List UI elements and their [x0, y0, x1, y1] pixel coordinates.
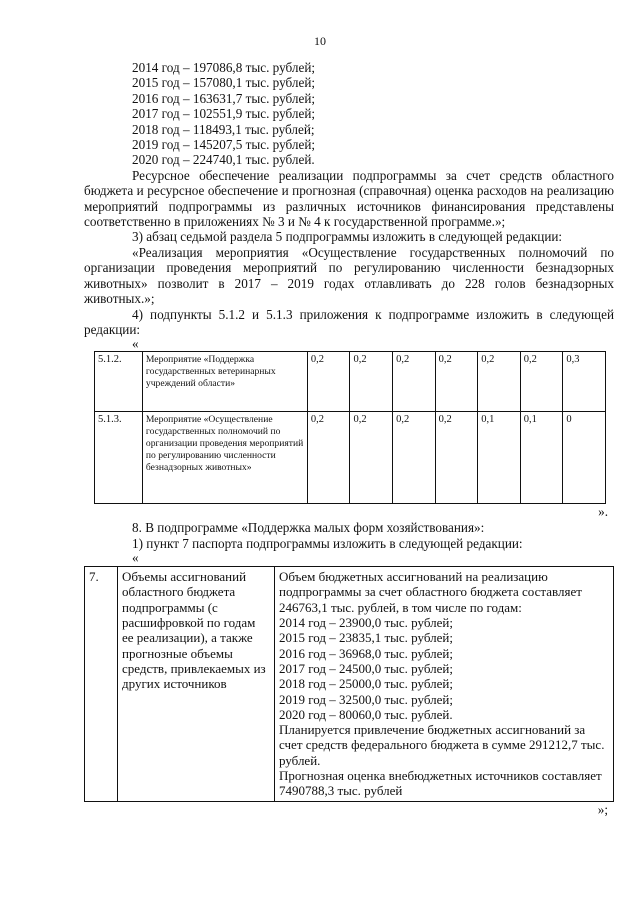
table-row: [85, 567, 614, 801]
year-line: 2014 год – 197086,8 тыс. рублей;: [132, 60, 316, 75]
row-number: 5.1.3.: [95, 412, 143, 504]
year-line: 2015 год – 157080,1 тыс. рублей;: [132, 75, 316, 91]
open-quote: «: [132, 336, 139, 352]
value-cell: 0,2: [393, 352, 436, 412]
year-line: 2020 год – 80060,0 тыс. рублей.: [279, 706, 453, 722]
open-quote: «: [132, 550, 139, 566]
year-line: 2015 год – 23835,1 тыс. рублей;: [279, 630, 453, 646]
forecast-note: Прогнозная оценка внебюджетных источников составляет 7490788,3 тыс. рублей: [279, 767, 602, 799]
years-list-1: [84, 60, 614, 168]
close-quote-2: »;: [597, 801, 608, 817]
page-number: 10: [314, 34, 326, 48]
value-cell: 0,2: [350, 352, 393, 412]
item-label: Объемы ассигнований областного бюджета подпрограммы (с расшифровкой по годам ее реализации), а также прогнозные объемы средств, привлекаемых из других источников: [118, 567, 275, 801]
row-name: Мероприятие «Осуществление государственных полномочий по организации проведения мероприятий по регулированию численности безнадзорных животных»: [142, 412, 307, 504]
year-line: 2017 год – 24500,0 тыс. рублей;: [279, 660, 453, 676]
year-line: 2019 год – 145207,5 тыс. рублей;: [132, 137, 316, 153]
item-content: [275, 567, 614, 801]
value-cell: 0,2: [520, 352, 563, 412]
value-cell: 0,2: [478, 352, 521, 412]
table-row: [95, 352, 606, 412]
paragraph-item-4: 4) подпункты 5.1.2 и 5.1.3 приложения к подпрограмме изложить в следующей редакции:: [84, 306, 614, 337]
document-body: [84, 60, 614, 818]
row-number: 5.1.2.: [95, 352, 143, 412]
year-line: 2017 год – 102551,9 тыс. рублей;: [132, 106, 316, 122]
paragraph-quote: «Реализация мероприятия «Осуществление государственных полномочий по организации проведения мероприятий по регулированию численности безнадзорных животных» позволит в 2017 – 2019 годах отлавливать до 228 голов безнадзорных животных.»;: [84, 244, 614, 307]
value-cell: 0,2: [350, 412, 393, 504]
passport-table: [84, 566, 614, 801]
year-line: 2014 год – 23900,0 тыс. рублей;: [279, 615, 453, 631]
year-line: 2018 год – 118493,1 тыс. рублей;: [132, 121, 315, 137]
year-line: 2019 год – 32500,0 тыс. рублей;: [279, 691, 453, 707]
close-quote-1: ».: [598, 504, 608, 520]
table-row: [95, 412, 606, 504]
paragraph-resources: Ресурсное обеспечение реализации подпрограммы за счет средств областного бюджета и ресурсное обеспечение и прогнозная (справочная) оценка расходов на реализацию мероприятий подпрограммы из различных источников финансирования представлены соответственно в приложениях № 3 и № 4 к государственной программе.»;: [84, 167, 614, 230]
federal-note: Планируется привлечение бюджетных ассигнований за счет средств федерального бюджета в сумме 291212,7 тыс. рублей.: [279, 722, 605, 768]
value-cell: 0,1: [520, 412, 563, 504]
value-cell: 0,1: [478, 412, 521, 504]
value-cell: 0,2: [393, 412, 436, 504]
value-cell: 0: [563, 412, 606, 504]
year-line: 2020 год – 224740,1 тыс. рублей.: [132, 152, 315, 168]
value-cell: 0,2: [307, 352, 350, 412]
paragraph-item-3: 3) абзац седьмой раздела 5 подпрограммы изложить в следующей редакции:: [132, 229, 563, 245]
value-cell: 0,2: [435, 412, 478, 504]
subitems-table: [94, 351, 606, 504]
year-line: 2016 год – 163631,7 тыс. рублей;: [132, 90, 316, 106]
value-cell: 0,3: [563, 352, 606, 412]
budget-intro: Объем бюджетных ассигнований на реализацию подпрограммы за счет областного бюджета составляет 246763,1 тыс. рублей, в том числе по годам:: [279, 569, 582, 615]
value-cell: 0,2: [435, 352, 478, 412]
year-line: 2018 год – 25000,0 тыс. рублей;: [279, 676, 453, 692]
paragraph-item-8: 8. В подпрограмме «Поддержка малых форм хозяйствования»:: [132, 520, 485, 536]
paragraph-item-8-1: 1) пункт 7 паспорта подпрограммы изложить в следующей редакции:: [132, 535, 523, 551]
value-cell: 0,2: [307, 412, 350, 504]
year-line: 2016 год – 36968,0 тыс. рублей;: [279, 645, 453, 661]
item-number: 7.: [85, 567, 118, 801]
row-name: Мероприятие «Поддержка государственных ветеринарных учреждений области»: [142, 352, 307, 412]
